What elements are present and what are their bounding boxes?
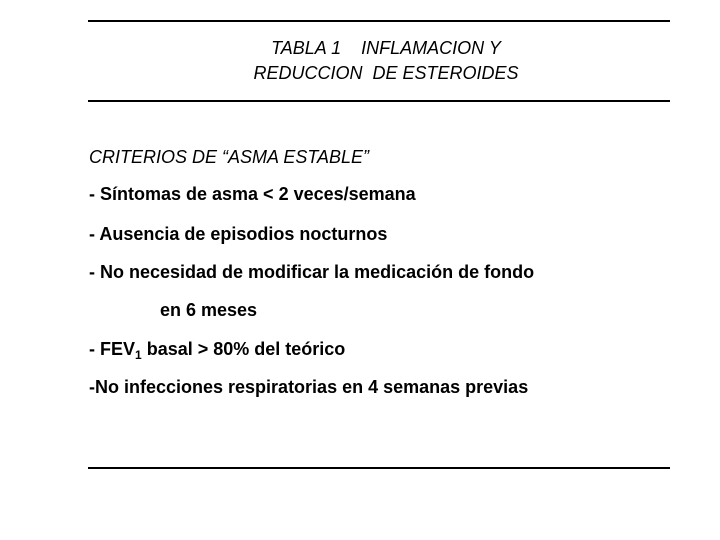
title-divider: [88, 100, 670, 102]
title-line-2: REDUCCION DE ESTEROIDES: [253, 63, 519, 83]
criterion-infections: -No infecciones respiratorias en 4 semanas previas: [89, 377, 529, 397]
top-divider: [88, 20, 670, 22]
criterion-fev1: [89, 338, 345, 360]
criterion-nocturnal: - Ausencia de episodios nocturnos: [89, 224, 388, 244]
fev-suffix: basal > 80% del teórico: [141, 339, 346, 359]
fev-prefix: - FEV: [89, 339, 136, 359]
criterion-medication-continuation: en 6 meses: [160, 300, 258, 320]
criterion-symptoms: - Síntomas de asma < 2 veces/semana: [89, 184, 416, 204]
table-title: [88, 36, 684, 86]
bottom-divider: [88, 467, 670, 469]
criterion-medication: - No necesidad de modificar la medicación de fondo: [89, 262, 535, 282]
title-line-1: TABLA 1 INFLAMACION Y: [271, 38, 501, 58]
fev-subscript: 1: [135, 348, 142, 362]
criteria-heading: CRITERIOS DE “ASMA ESTABLE”: [89, 147, 370, 167]
